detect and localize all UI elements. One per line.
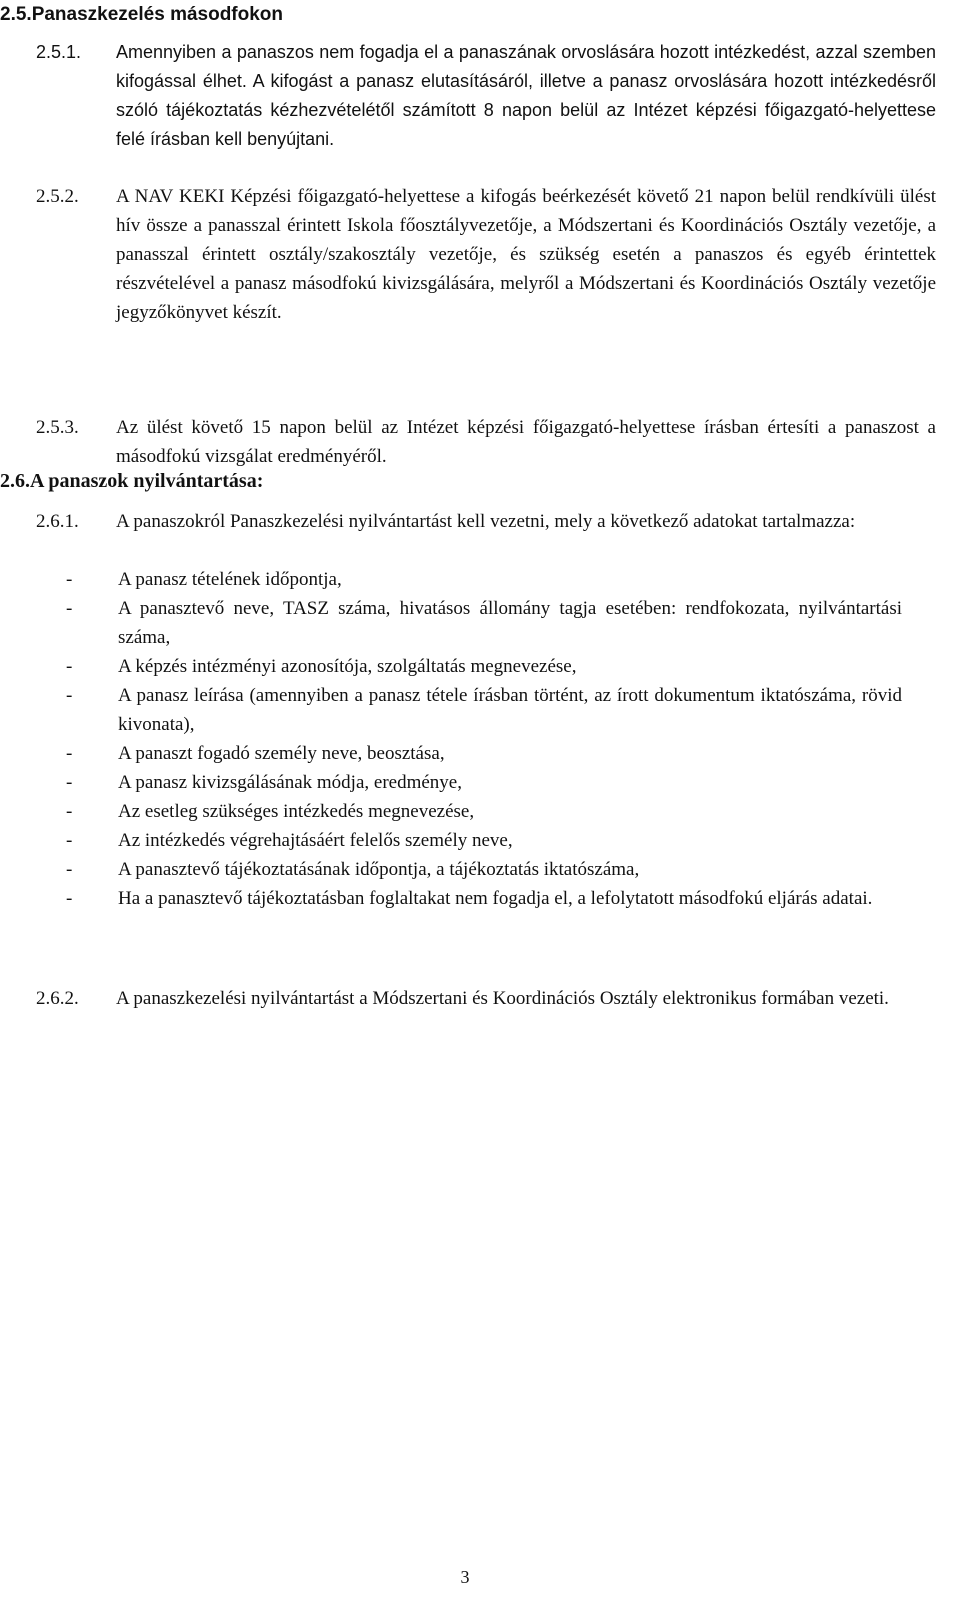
list-item-text: A panasz kivizsgálásának módja, eredménye, (118, 772, 462, 793)
list-item (66, 652, 902, 681)
paragraph-number: 2.5.3. (36, 417, 79, 438)
list-item-text: A panasz tételének időpontja, (118, 569, 342, 590)
paragraph-2-5-1 (36, 38, 936, 154)
paragraph-text: A panaszokról Panaszkezelési nyilvántartást kell vezetni, mely a következő adatokat tartalmazza: (116, 511, 856, 532)
paragraph-number: 2.5.1. (36, 42, 82, 62)
list-item-text: A panaszt fogadó személy neve, beosztása, (118, 743, 445, 764)
paragraph-2-5-3 (36, 413, 936, 471)
paragraph-2-6-2 (36, 984, 936, 1013)
paragraph-text: A NAV KEKI Képzési főigazgató-helyettese a kifogás beérkezését követő 21 napon belül rendkívüli ülést hív össze a panasszal érintett Iskola főosztályvezetője, a Módszertani és Koordinációs Osztály vezetője, a panasszal érintett osztály/szakosztály vezetője, és szükség esetén a panaszos és egyéb érintettek részvételével a panasz másodfokú kivizsgálására, melyről a Módszertani és Koordinációs Osztály vezetője jegyzőkönyvet készít. (116, 186, 936, 323)
list-item (66, 768, 902, 797)
list-item (66, 855, 902, 884)
section-heading-2-6: 2.6.A panaszok nyilvántartása: (0, 470, 264, 492)
list-item-text: Az esetleg szükséges intézkedés megnevezése, (118, 801, 475, 822)
list-dash: - (66, 656, 73, 677)
list-item (66, 594, 902, 652)
list-item (66, 826, 902, 855)
list-dash: - (66, 888, 73, 909)
list-item (66, 884, 902, 913)
list-dash: - (66, 772, 73, 793)
list-item-text: A panasz leírása (amennyiben a panasz tétele írásban történt, az írott dokumentum iktatószáma, rövid kivonata), (118, 685, 902, 735)
paragraph-2-5-2 (36, 182, 936, 327)
paragraph-text: A panaszkezelési nyilvántartást a Módszertani és Koordinációs Osztály elektronikus formában vezeti. (116, 988, 889, 1009)
list-item-text: Az intézkedés végrehajtásáért felelős személy neve, (118, 830, 513, 851)
paragraph-2-6-1 (36, 507, 936, 536)
list-dash: - (66, 859, 73, 880)
list-item (66, 681, 902, 739)
paragraph-number: 2.6.1. (36, 511, 79, 532)
list-dash: - (66, 801, 73, 822)
paragraph-text: Amennyiben a panaszos nem fogadja el a panaszának orvoslására hozott intézkedést, azzal szemben kifogással élhet. A kifogást a panasz elutasításáról, illetve a panasz orvoslására hozott intézkedésről szóló tájékoztatás kézhezvételétől számított 8 napon belül az Intézet képzési főigazgató-helyettese felé írásban kell benyújtani. (116, 42, 936, 149)
list-item-text: A panasztevő neve, TASZ száma, hivatásos állomány tagja esetében: rendfokozata, nyilvántartási száma, (118, 598, 902, 648)
list-dash: - (66, 743, 73, 764)
list-dash: - (66, 598, 73, 619)
section-heading-2-5: 2.5.Panaszkezelés másodfokon (0, 4, 284, 25)
paragraph-number: 2.6.2. (36, 988, 79, 1009)
page-number: 3 (460, 1567, 470, 1587)
list-item (66, 739, 902, 768)
list-dash: - (66, 569, 73, 590)
list-item-text: Ha a panasztevő tájékoztatásban foglaltakat nem fogadja el, a lefolytatott másodfokú eljárás adatai. (118, 888, 873, 909)
list-item-text: A panasztevő tájékoztatásának időpontja, a tájékoztatás iktatószáma, (118, 859, 640, 880)
list-item-text: A képzés intézményi azonosítója, szolgáltatás megnevezése, (118, 656, 577, 677)
list-item (66, 797, 902, 826)
record-fields-list (66, 565, 902, 913)
list-item (66, 565, 902, 594)
paragraph-text: Az ülést követő 15 napon belül az Intézet képzési főigazgató-helyettese írásban értesíti a panaszost a másodfokú vizsgálat eredményéről. (116, 417, 936, 467)
list-dash: - (66, 830, 73, 851)
paragraph-number: 2.5.2. (36, 186, 79, 207)
list-dash: - (66, 685, 73, 706)
